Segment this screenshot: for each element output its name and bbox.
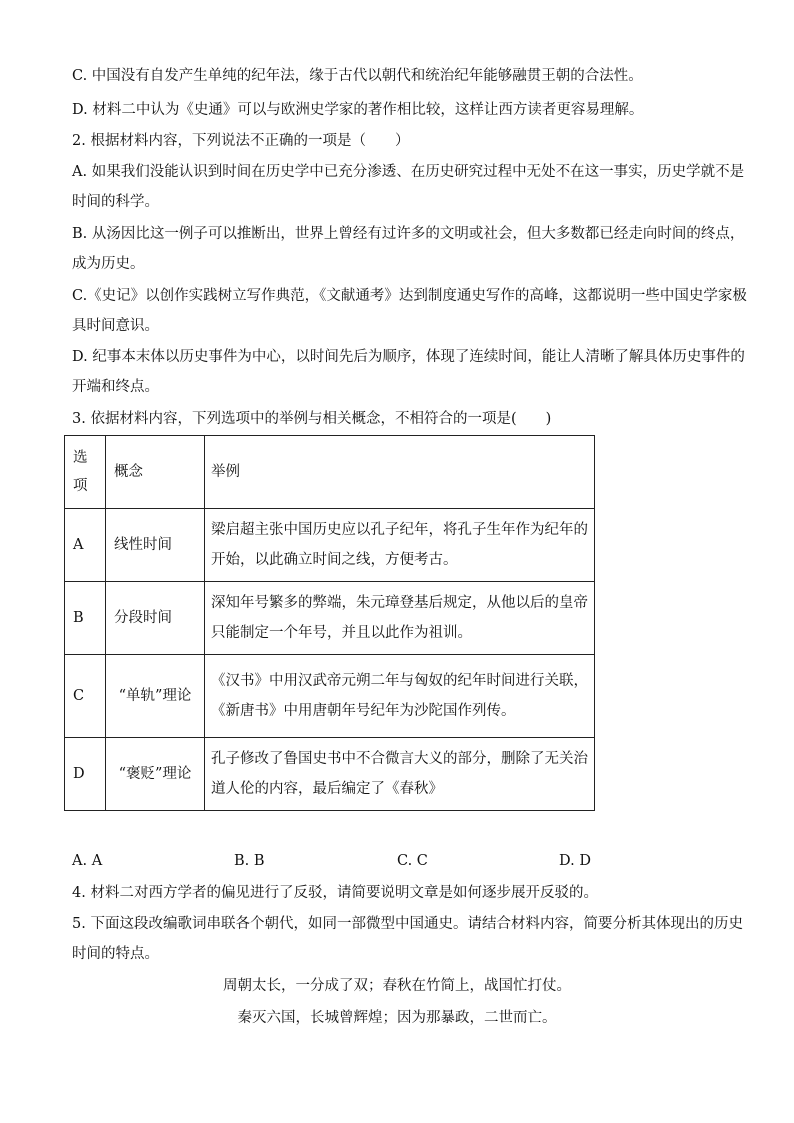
q1-option-d: D. 材料二中认为《史通》可以与欧洲史学家的著作相比较，这样让西方读者更容易理解。 bbox=[72, 102, 644, 118]
table-row bbox=[65, 582, 595, 655]
table-row bbox=[65, 509, 595, 582]
header-example: 举例 bbox=[205, 436, 595, 509]
q1-option-c: C. 中国没有自发产生单纯的纪年法，缘于古代以朝代和统治纪年能够融贯王朝的合法性。 bbox=[72, 68, 643, 84]
q5-stem-line2: 时间的特点。 bbox=[72, 946, 159, 962]
header-option-text: 选项 bbox=[73, 450, 88, 494]
row-example: 《汉书》中用汉武帝元朔二年与匈奴的纪年时间进行关联，《新唐书》中用唐朝年号纪年为沙陀国作列传。 bbox=[205, 655, 595, 738]
row-option: D bbox=[65, 738, 106, 811]
q3-answer-choices bbox=[72, 851, 592, 871]
row-concept: “单轨”理论 bbox=[106, 655, 205, 738]
choice-d: D. D bbox=[559, 853, 591, 869]
q2-option-d-line2: 开端和终点。 bbox=[72, 379, 159, 395]
row-concept: 分段时间 bbox=[106, 582, 205, 655]
row-concept: 线性时间 bbox=[106, 509, 205, 582]
row-option: A bbox=[65, 509, 106, 582]
row-concept: “褒贬”理论 bbox=[106, 738, 205, 811]
q2-option-c-line1: C.《史记》以创作实践树立写作典范，《文献通考》达到制度通史写作的高峰，这都说明一些中国史学家极 bbox=[72, 288, 747, 304]
choice-a: A. A bbox=[72, 853, 103, 869]
q2-option-b-line2: 成为历史。 bbox=[72, 256, 145, 272]
lyric-line-2: 秦灭六国，长城曾辉煌；因为那暴政，二世而亡。 bbox=[237, 1010, 557, 1026]
table-header-row bbox=[65, 436, 595, 509]
q2-option-c-line2: 具时间意识。 bbox=[72, 318, 159, 334]
q4-stem: 4. 材料二对西方学者的偏见进行了反驳，请简要说明文章是如何逐步展开反驳的。 bbox=[72, 885, 598, 901]
row-option: B bbox=[65, 582, 106, 655]
header-option bbox=[65, 436, 106, 509]
q3-stem: 3. 依据材料内容，下列选项中的举例与相关概念，不相符合的一项是( ) bbox=[72, 411, 552, 427]
q5-stem-line1: 5. 下面这段改编歌词串联各个朝代，如同一部微型中国通史。请结合材料内容，简要分析其体现出的历史 bbox=[72, 916, 743, 932]
table-row bbox=[65, 655, 595, 738]
row-example: 深知年号繁多的弊端，朱元璋登基后规定，从他以后的皇帝只能制定一个年号，并且以此作为祖训。 bbox=[205, 582, 595, 655]
q2-option-a-line1: A. 如果我们没能认识到时间在历史学中已充分渗透、在历史研究过程中无处不在这一事实，历史学就不是 bbox=[72, 164, 745, 180]
q2-option-d-line1: D. 纪事本末体以历史事件为中心，以时间先后为顺序，体现了连续时间，能让人清晰了解具体历史事件的 bbox=[72, 349, 745, 365]
choice-c: C. C bbox=[397, 853, 428, 869]
choice-b: B. B bbox=[234, 853, 265, 869]
q2-option-a-line2: 时间的科学。 bbox=[72, 194, 159, 210]
lyric-line-1: 周朝太长，一分成了双；春秋在竹简上，战国忙打仗。 bbox=[223, 978, 571, 994]
q3-table bbox=[64, 435, 595, 811]
q2-option-b-line1: B. 从汤因比这一例子可以推断出，世界上曾经有过许多的文明或社会，但大多数都已经走向时间的终点， bbox=[72, 226, 745, 242]
row-example: 孔子修改了鲁国史书中不合微言大义的部分，删除了无关治道人伦的内容，最后编定了《春秋》 bbox=[205, 738, 595, 811]
row-example: 梁启超主张中国历史应以孔子纪年，将孔子生年作为纪年的开始，以此确立时间之线，方便考古。 bbox=[205, 509, 595, 582]
row-option: C bbox=[65, 655, 106, 738]
header-concept: 概念 bbox=[106, 436, 205, 509]
table-row bbox=[65, 738, 595, 811]
q2-stem: 2. 根据材料内容，下列说法不正确的一项是（ ） bbox=[72, 133, 410, 149]
